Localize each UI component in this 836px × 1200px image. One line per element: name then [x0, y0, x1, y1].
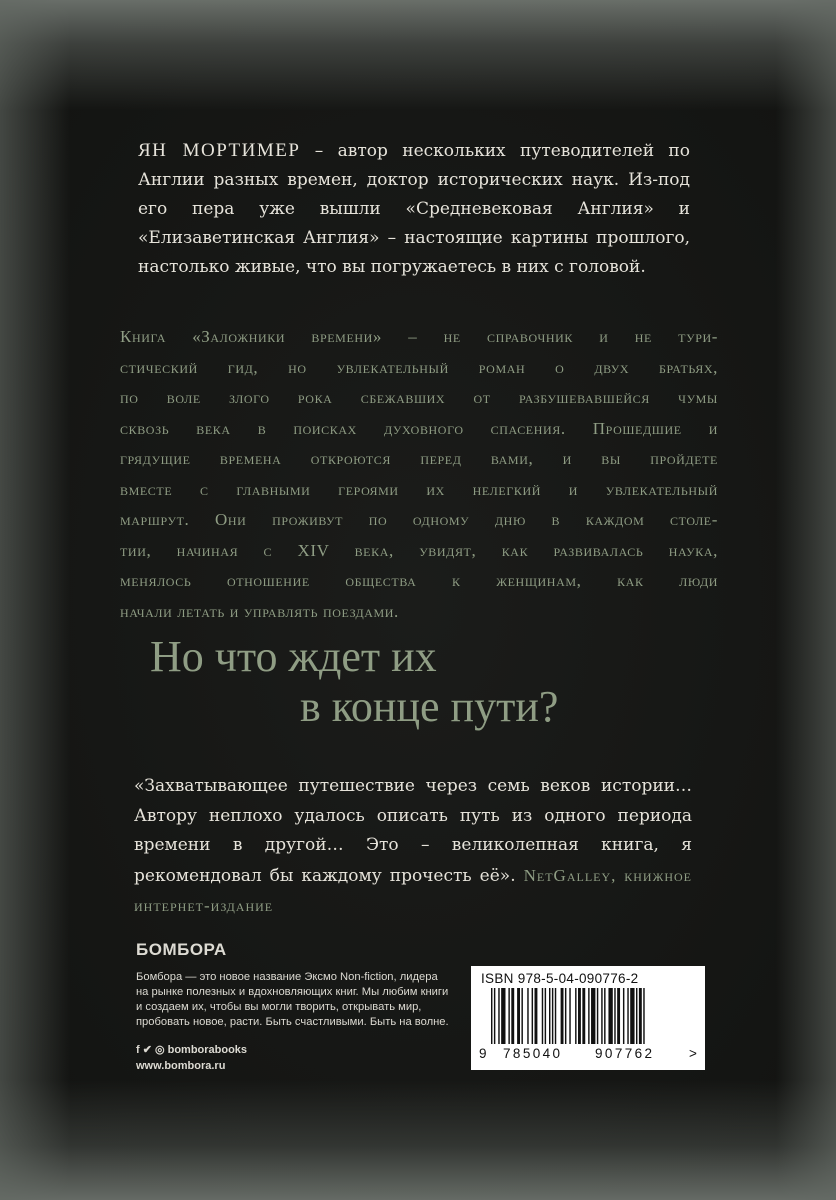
author-name: ЯН МОРТИМЕР — [138, 140, 301, 161]
distressed-edge-bottom — [0, 1080, 836, 1200]
publisher-logo: БОМБОРА — [136, 940, 227, 959]
barcode-digits-right: 907762 — [595, 1046, 655, 1061]
barcode-bar — [614, 988, 615, 1044]
barcode-bar — [511, 988, 514, 1044]
distressed-edge-left — [0, 0, 70, 1200]
blurb-line: маршрут. Они проживут по одному дню в каждом столе- — [120, 510, 718, 529]
book-blurb — [120, 322, 718, 627]
barcode-bar — [623, 988, 624, 1044]
author-bio — [138, 136, 690, 282]
barcode-bar — [527, 988, 528, 1044]
review-quote-text: «Захватывающее путешествие через семь веков истории… Автору неплохо удалось описать путь из одного периода времени в другой… Это – великолепная книга, я рекомендовал бы каждому прочесть её». — [134, 776, 692, 886]
blurb-line: сквозь века в поисках духовного спасения. Прошедшие и — [120, 418, 718, 438]
barcode-bar — [604, 988, 605, 1044]
publisher-block — [136, 940, 456, 1074]
publisher-social — [136, 1042, 456, 1058]
review-quote — [134, 772, 692, 922]
isbn-number: ISBN 978-5-04-090776-2 — [481, 971, 639, 986]
barcode-bar — [643, 988, 644, 1044]
tagline-line-2: в конце пути? — [300, 682, 559, 731]
barcode-bar — [601, 988, 602, 1044]
barcode-bar — [639, 988, 642, 1044]
barcode-bar — [491, 988, 492, 1044]
blurb-line: начали летать и управлять поездами. — [120, 601, 399, 621]
barcode-bar — [575, 988, 576, 1044]
barcode-bar — [498, 988, 499, 1044]
barcode-bar — [555, 988, 556, 1044]
isbn-barcode — [471, 966, 705, 1070]
barcode-bar — [545, 988, 546, 1044]
distressed-edge-right — [776, 0, 836, 1200]
barcode-bar — [542, 988, 543, 1044]
barcode-bar — [627, 988, 628, 1044]
barcode-bar — [549, 988, 550, 1044]
tagline-line-1: Но что ждет их — [150, 632, 437, 681]
barcode-bar — [517, 988, 520, 1044]
barcode-bars — [491, 988, 697, 1044]
barcode-bar — [630, 988, 634, 1044]
review-source: NetGalley, книжное интернет-издание — [134, 865, 692, 915]
publisher-website: www.bombora.ru — [136, 1060, 226, 1072]
blurb-line: по воле злого рока сбежавших от разбушевавшейся чумы — [120, 388, 718, 407]
publisher-description: Бомбора — это новое название Эксмо Non-fiction, лидера на рынке полезных и вдохновляющих книг. Мы любим книги и создаем их, чтобы вы могли творить, открывать мир, пробовать новое, расти. Быть счастливыми. Быть на волне. — [136, 971, 449, 1028]
barcode-bar — [582, 988, 585, 1044]
barcode-digit-first: 9 — [479, 1046, 487, 1061]
barcode-bar — [617, 988, 620, 1044]
barcode-bar — [508, 988, 509, 1044]
social-handle: bomborabooks — [167, 1044, 248, 1056]
barcode-bar — [597, 988, 598, 1044]
barcode-bar — [535, 988, 538, 1044]
barcode-bar — [521, 988, 522, 1044]
barcode-bar — [569, 988, 570, 1044]
barcode-bar — [565, 988, 566, 1044]
barcode-bar — [636, 988, 637, 1044]
barcode-bar — [532, 988, 533, 1044]
barcode-bar — [591, 988, 595, 1044]
blurb-line: грядущие времена откроются перед вами, и вы пройдете — [120, 449, 718, 468]
author-bio-text: – автор нескольких путеводителей по Англии разных времен, доктор исторических наук. Из-под его пера уже вышли «Средневековая Англия» и «Елизаветинская Англия» – настоящие картины прошлого, настолько живые, что вы погружаетесь в них с головой. — [138, 141, 690, 277]
barcode-bar — [561, 988, 564, 1044]
barcode-bar — [494, 988, 495, 1044]
blurb-line: вместе с главными героями их нелегкий и увлекательный — [120, 479, 718, 499]
social-icons: f ✔ ◎ — [136, 1044, 165, 1056]
barcode-bar — [578, 988, 581, 1044]
barcode-bar — [588, 988, 589, 1044]
blurb-line: стический гид, но увлекательный роман о двух братьях, — [120, 357, 718, 377]
barcode-end-mark: > — [689, 1046, 697, 1061]
blurb-line: Книга «Заложники времени» – не справочник и не тури- — [120, 327, 718, 346]
barcode-digits-left: 785040 — [503, 1046, 563, 1061]
barcode-bar — [608, 988, 612, 1044]
blurb-line: тии, начиная с XIV века, увидят, как развивалась наука, — [120, 540, 718, 560]
blurb-line: менялось отношение общества к женщинам, как люди — [120, 571, 718, 590]
tagline — [150, 632, 710, 732]
barcode-bar — [552, 988, 553, 1044]
distressed-edge-top — [0, 0, 836, 110]
barcode-bar — [501, 988, 505, 1044]
